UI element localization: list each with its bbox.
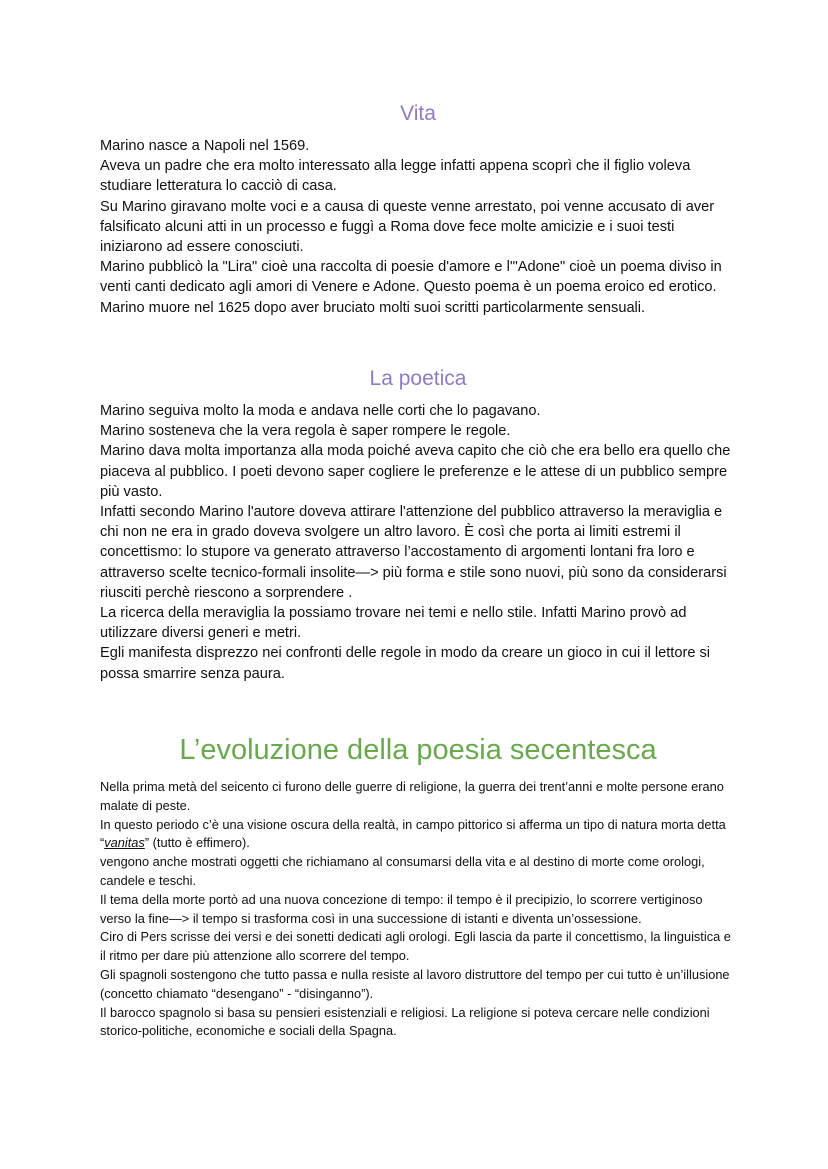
paragraph: vengono anche mostrati oggetti che richiamano al consumarsi della vita e al destino di morte come orologi, candele e teschi. [100,854,705,888]
heading-vita: Vita [400,102,436,125]
heading-evoluzione: L’evoluzione della poesia secentesca [179,734,657,766]
evoluzione-body [100,778,736,1041]
paragraph: Nella prima metà del seicento ci furono delle guerre di religione, la guerra dei trent’anni e molte persone erano malate di peste. [100,779,724,813]
heading-poetica: La poetica [369,367,467,390]
paragraph: Ciro di Pers scrisse dei versi e dei sonetti dedicati agli orologi. Egli lascia da parte il concettismo, la linguistica e il ritmo per dare più attenzione allo scorrere del tempo. [100,929,731,964]
vita-body [100,136,736,318]
paragraph: Marino pubblicò la "Lira" cioè una raccolta di poesie d'amore e l'"Adone" cioè un poema diviso in venti canti dedicato agli amori di Venere e Adone. Questo poema è un poema eroico ed erotico. [100,259,722,296]
text-span: In questo periodo c’è una visione oscura della realtà, in campo pittorico si afferma un tipo di natura morta detta “ [100,816,726,851]
paragraph [100,816,736,854]
paragraph: Marino dava molta importanza alla moda poiché aveva capito che ciò che era bello era quello che piaceva al pubblico. I poeti devono saper cogliere le preferenze e le attese di un pubblico sempre più vasto. [100,443,731,500]
section-vita [100,100,736,318]
section-evoluzione [100,731,736,1041]
paragraph: Su Marino giravano molte voci e a causa di queste venne arrestato, poi venne accusato di aver falsificato alcuni atti in un processo e fuggì a Roma dove fece molte amicizie e i suoi testi iniziarono ad essere conosciuti. [100,198,715,256]
paragraph: Marino seguiva molto la moda e andava nelle corti che lo pagavano. [100,403,541,419]
paragraph: Aveva un padre che era molto interessato alla legge infatti appena scoprì che il figlio voleva studiare letteratura lo cacciò di casa. [100,158,691,195]
paragraph: Gli spagnoli sostengono che tutto passa e nulla resiste al lavoro distruttore del tempo per cui tutto è un’illusione (concetto chiamato “desengano” - “disinganno”). [100,966,730,1001]
paragraph: Marino muore nel 1625 dopo aver bruciato molti suoi scritti particolarmente sensuali. [100,299,646,316]
vanitas-term: vanitas [104,835,145,851]
text-span: ” (tutto è effimero). [144,835,250,851]
paragraph: Marino sosteneva che la vera regola è saper rompere le regole. [100,423,511,440]
poetica-body [100,401,736,684]
paragraph: Egli manifesta disprezzo nei confronti delle regole in modo da creare un gioco in cui il lettore si possa smarrire senza paura. [100,645,711,682]
paragraph: Il barocco spagnolo si basa su pensieri esistenziali e religiosi. La religione si poteva cercare nelle condizioni storico-politiche, economiche e sociali della Spagna. [100,1004,710,1039]
section-poetica [100,365,736,684]
paragraph: Infatti secondo Marino l'autore doveva attirare l'attenzione del pubblico attraverso la meraviglia e chi non ne era in grado doveva svolgere un altro lavoro. È così che porta ai limiti estremi il concettismo: lo stupore va generato attraverso l’accostamento di argomenti lontani fra loro e attraverso scelte tecnico-formali insolite—> più forma e stile sono nuovi, più sono da considerarsi riusciti perchè riescono a sorprendere . [100,504,727,601]
paragraph: Il tema della morte portò ad una nuova concezione di tempo: il tempo è il precipizio, lo scorrere vertiginoso verso la fine—> il tempo si trasforma così in una successione di istanti e diventa un’ossessione. [100,891,703,926]
paragraph: La ricerca della meraviglia la possiamo trovare nei temi e nello stile. Infatti Marino provò ad utilizzare diversi generi e metri. [100,605,687,642]
paragraph: Marino nasce a Napoli nel 1569. [100,138,310,154]
